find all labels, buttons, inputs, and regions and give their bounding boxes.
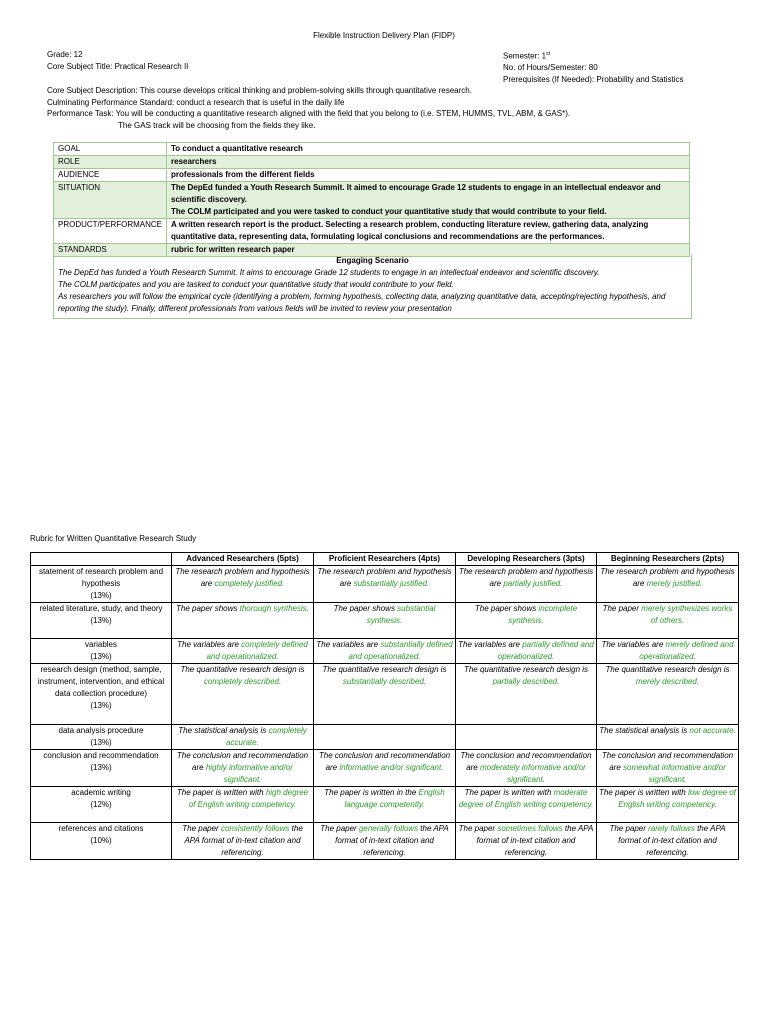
gasps-row-role [54,156,690,169]
rubric-cell [314,823,456,860]
rubric-cell [172,750,314,787]
rubric-header: Developing Researchers (3pts) [456,553,597,566]
rubric-cell [456,725,597,750]
gasps-row-situation [54,182,690,219]
culminating-standard: Culminating Performance Standard: conduct a research that is useful in the daily life [47,97,345,107]
criterion-weight: (13%) [90,652,112,661]
rubric-cell-highlight: completely described. [203,677,282,686]
rubric-cell-highlight: not accurate. [689,726,736,735]
rubric-row [31,787,739,823]
gasps-row-product [54,219,690,244]
rubric-cell-highlight: somewhat informative and/or significant. [623,763,726,784]
rubric-cell-highlight: substantial synthesis. [366,604,436,625]
rubric-cell-text: The paper [320,824,359,833]
subject-title: Core Subject Title: Practical Research II [47,61,189,71]
rubric-cell [456,566,597,603]
rubric-header: Advanced Researchers (5pts) [172,553,314,566]
rubric-criterion [31,750,172,787]
prerequisites: Prerequisites (If Needed): Probability and Statistics [503,74,684,84]
rubric-cell-highlight: substantially described. [342,677,427,686]
situation-line: The COLM participated and you were tasked to conduct your quantitative study that would contribute to your field. [171,207,607,216]
criterion-name: data analysis procedure [58,726,144,735]
gasps-value: A written research report is the product. Selecting a research problem, conducting literature review, gathering data, analyzing quantitative data, representing data, formulating logical conclusions and recommendations are the performances. [167,219,690,244]
rubric-header: Proficient Researchers (4pts) [314,553,456,566]
rubric-cell-highlight: completely defined and operationalized. [206,640,308,661]
rubric-cell-highlight: merely synthesizes works of others. [641,604,733,625]
gasps-row-audience [54,169,690,182]
rubric-cell-text: The paper is written with [599,788,688,797]
rubric-cell-text: The research problem and hypothesis are [600,567,735,588]
gasps-label: GOAL [54,143,167,156]
rubric-cell [172,787,314,823]
rubric-cell-highlight: completely justified. [214,579,285,588]
rubric-cell-text: The research problem and hypothesis are [175,567,310,588]
rubric-cell-highlight: completely accurate. [226,726,307,747]
rubric-criterion [31,566,172,603]
gasps-label: AUDIENCE [54,169,167,182]
rubric-cell-highlight: thorough synthesis. [239,604,309,613]
criterion-name: variables [84,640,117,649]
rubric-cell-text: The conclusion and recommendation are [176,751,309,772]
rubric-header: Beginning Researchers (2pts) [597,553,739,566]
rubric-cell-highlight: low degree of English writing competency. [618,788,736,809]
gasps-value: professionals from the different fields [167,169,690,182]
rubric-cell [456,664,597,725]
rubric-cell-text: the APA format of in-text citation and referencing. [618,824,726,857]
scenario-text: The COLM participates and you are tasked to conduct your quantitative study that would contribute to your field. [58,280,454,289]
rubric-cell-text: The paper [602,604,642,613]
header-left [47,49,188,72]
rubric-criterion [31,823,172,860]
rubric-cell [597,750,739,787]
rubric-cell-text: The paper shows [176,604,240,613]
rubric-cell-text: The paper [182,824,221,833]
rubric-cell-highlight: moderately informative and/or significant. [479,763,586,784]
rubric-cell [597,603,739,639]
rubric-cell-highlight: merely defined and operationalized. [639,640,734,661]
rubric-cell-text: The quantitative research design is [180,665,305,674]
gasps-table [53,142,690,257]
rubric-cell-text: The variables are [458,640,523,649]
rubric-cell [456,603,597,639]
rubric-cell-text: The quantitative research design is [322,665,447,674]
rubric-cell [314,603,456,639]
rubric-row [31,750,739,787]
document-title: Flexible Instruction Delivery Plan (FIDP) [313,31,455,40]
rubric-header [31,553,172,566]
rubric-cell-text: The variables are [601,640,666,649]
rubric-cell [172,725,314,750]
rubric-cell [314,750,456,787]
gasps-row-goal [54,143,690,156]
rubric-cell [314,566,456,603]
rubric-cell [172,566,314,603]
gasps-label: PRODUCT/PERFORMANCE [54,219,167,244]
rubric-cell-text: The paper [609,824,649,833]
rubric-cell [456,823,597,860]
gasps-value: rubric for written research paper [167,244,690,257]
gasps-label: STANDARDS [54,244,167,257]
rubric-cell-highlight: generally follows [358,824,419,833]
rubric-cell [314,787,456,823]
rubric-cell-text: The paper shows [474,604,539,613]
gasps-value: researchers [167,156,690,169]
rubric-cell [597,566,739,603]
rubric-cell-highlight: high degree of English writing competency. [188,788,309,809]
rubric-cell-text: The variables are [177,640,242,649]
rubric-cell-text: The statistical analysis is [599,726,690,735]
rubric-cell [314,639,456,664]
rubric-cell-text: The quantitative research design is [605,665,730,674]
rubric-row [31,566,739,603]
header-right [503,49,684,85]
rubric-cell-highlight: substantially justified. [353,579,430,588]
rubric-cell-highlight: informative and/or significant. [339,763,444,772]
rubric-cell-text: the APA format of in-text citation and referencing. [335,824,449,857]
rubric-title: Rubric for Written Quantitative Research Study [30,534,197,543]
rubric-cell-highlight: consistently follows [220,824,290,833]
rubric-cell [172,603,314,639]
rubric-cell [456,750,597,787]
hours: No. of Hours/Semester: 80 [503,63,598,73]
rubric-cell [597,639,739,664]
rubric-cell-text: The quantitative research design is [463,665,589,674]
rubric-cell [597,823,739,860]
criterion-name: statement of research problem and hypothesis [38,567,164,588]
gasps-label: ROLE [54,156,167,169]
gasps-value [167,182,690,219]
rubric-cell [456,639,597,664]
rubric-cell [314,664,456,725]
performance-task-note: The GAS track will be choosing from the fields they like. [118,120,316,130]
rubric-cell [172,823,314,860]
rubric-cell-text: The conclusion and recommendation are [601,751,734,772]
rubric-cell-text: The conclusion and recommendation are [460,751,592,772]
rubric-criterion [31,725,172,750]
criterion-name: academic writing [71,788,131,797]
criterion-weight: (13%) [90,763,112,772]
rubric-cell-highlight: partially defined and operationalized. [497,640,594,661]
scenario-heading: Engaging Scenario [336,256,409,265]
rubric-cell-highlight: substantially defined and operationalized. [348,640,453,661]
criterion-name: research design (method, sample, instrument, intervention, and ethical data collection procedure) [37,665,165,698]
rubric-row [31,603,739,639]
situation-line: The DepEd funded a Youth Research Summit. It aimed to encourage Grade 12 students to engage in an intellectual endeavor and scientific discovery. [171,183,661,204]
rubric-cell [456,787,597,823]
rubric-cell-text: The variables are [316,640,381,649]
rubric-table [30,552,739,860]
rubric-cell-text: the APA format of in-text citation and referencing. [476,824,594,857]
criterion-weight: (13%) [90,701,112,710]
scenario-text: The DepEd has funded a Youth Research Summit. It aims to encourage Grade 12 students to engage in an intellectual endeavor and scientific discovery. [58,268,600,277]
rubric-cell-highlight: rarely follows [648,824,695,833]
rubric-cell [172,639,314,664]
criterion-name: related literature, study, and theory [39,604,163,613]
rubric-cell-text: The research problem and hypothesis are [458,567,594,588]
rubric-cell-text: The paper is written with [464,788,554,797]
rubric-cell-highlight: moderate degree of English writing competency. [458,788,594,809]
engaging-scenario [53,255,692,319]
rubric-criterion [31,603,172,639]
rubric-row [31,823,739,860]
rubric-cell-text: The paper shows [333,604,398,613]
criterion-weight: (13%) [90,591,112,600]
gasps-value: To conduct a quantitative research [167,143,690,156]
rubric-cell-text: The paper is written in the [324,788,419,797]
rubric-row [31,664,739,725]
rubric-cell-highlight: merely justified. [646,579,703,588]
rubric-header-row [31,553,739,566]
grade: Grade: 12 [47,50,83,59]
course-info [47,85,570,131]
rubric-cell-text: The paper is written with [176,788,266,797]
rubric-criterion [31,787,172,823]
rubric-cell-text: The research problem and hypothesis are [317,567,452,588]
criterion-weight: (12%) [90,800,112,809]
rubric-cell-text: The paper [458,824,498,833]
rubric-cell-text: The conclusion and recommendation are [318,751,451,772]
scenario-text: As researchers you will follow the empirical cycle (identifying a problem, forming hypothesis, collecting data, analyzing quantitative data, accepting/rejecting hypothesis, and reporting the study). Finally, different professionals from various fields will be invited to review your presentation [58,292,666,313]
course-description: Core Subject Description: This course develops critical thinking and problem-solving skills through quantitative research. [47,86,472,95]
rubric-cell-highlight: sometimes follows [497,824,563,833]
criterion-name: references and citations [58,824,144,833]
criterion-weight: (10%) [90,836,112,845]
rubric-cell [172,664,314,725]
rubric-criterion [31,639,172,664]
rubric-cell [314,725,456,750]
rubric-cell-highlight: merely described. [635,677,700,686]
rubric-cell-highlight: English language competently. [344,788,445,809]
rubric-cell-highlight: highly informative and/or significant. [205,763,293,784]
rubric-cell-text: The statistical analysis is [178,726,269,735]
criterion-weight: (13%) [90,616,112,625]
rubric-row [31,725,739,750]
criterion-weight: (13%) [90,738,112,747]
rubric-cell [597,787,739,823]
rubric-cell-text: the APA format of in-text citation and referencing. [184,824,303,857]
rubric-cell-highlight: partially justified. [503,579,563,588]
rubric-cell-highlight: partially described. [492,677,560,686]
criterion-name: conclusion and recommendation [43,751,159,760]
performance-task: Performance Task: You will be conducting a quantitative research aligned with the field that you belong to (i.e. STEM, HUMMS, TVL, ABM, & GAS*). [47,109,571,118]
rubric-cell [597,725,739,750]
rubric-criterion [31,664,172,725]
semester: Semester: 1st [503,51,551,61]
rubric-row [31,639,739,664]
rubric-cell [597,664,739,725]
gasps-label: SITUATION [54,182,167,219]
rubric-cell-highlight: incomplete synthesis. [508,604,578,625]
